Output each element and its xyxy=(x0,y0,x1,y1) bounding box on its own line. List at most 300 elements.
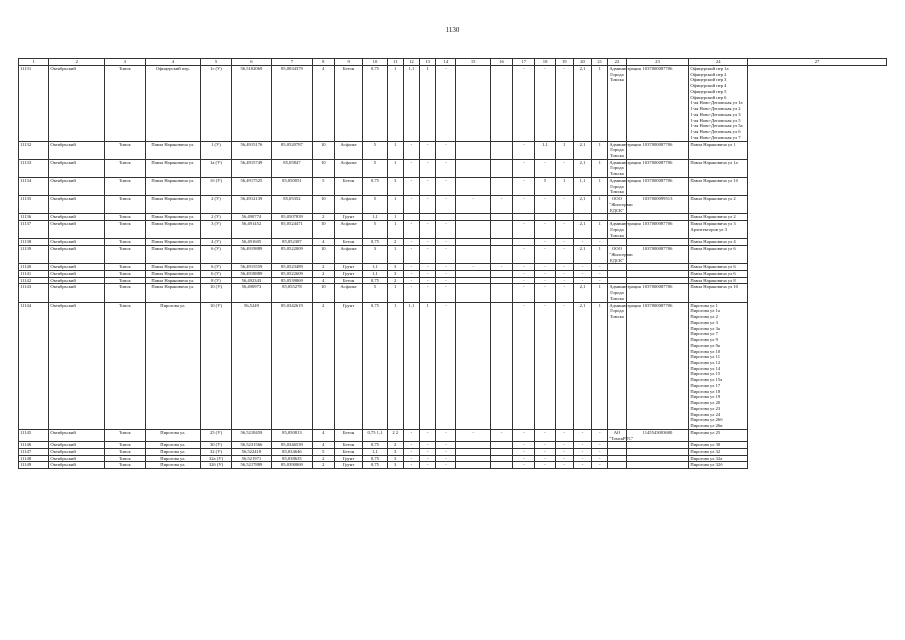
served-addresses-cell xyxy=(689,429,748,441)
register-table xyxy=(18,58,887,469)
column-number-header: 7 xyxy=(272,59,313,66)
capacity-cell: 2 xyxy=(312,264,334,271)
table-row xyxy=(19,159,887,177)
column-number-header: 14 xyxy=(436,59,456,66)
owner-name-cell xyxy=(608,239,626,246)
col14-cell: - xyxy=(436,449,456,456)
volume-cell: - xyxy=(403,239,419,246)
column-number-header: 11 xyxy=(387,59,403,66)
surface-cell: Грунт xyxy=(334,214,362,221)
latitude-cell: 56,4917525 xyxy=(231,177,272,195)
owner-ogrn-cell: 1037000087706 xyxy=(626,284,689,302)
containers-cell: 1 xyxy=(387,159,403,177)
latitude-cell: 56,492343 xyxy=(231,277,272,284)
owner-ogrn-cell: 1145543003680 xyxy=(626,429,689,441)
latitude-cell: 56,4915559 xyxy=(231,264,272,271)
col21-cell: 1 xyxy=(592,66,608,142)
col17-cell: - xyxy=(513,66,535,142)
col14-cell xyxy=(436,214,456,221)
longitude-cell: 85,034646 xyxy=(272,449,313,456)
district-cell: Октябрьский xyxy=(49,239,105,246)
served-address: Павла Нарановича ул 2 xyxy=(690,196,736,202)
longitude-cell: 85,0520787 xyxy=(272,141,313,159)
capacity-cell: 10 xyxy=(312,141,334,159)
served-addresses-cell xyxy=(689,159,748,177)
col17-cell: - xyxy=(513,302,535,429)
count-cell: - xyxy=(420,221,436,239)
city-cell: Томск xyxy=(105,449,146,456)
surface-cell: Грунт xyxy=(334,462,362,469)
served-addresses-cell xyxy=(689,270,748,277)
owner-ogrn-cell: 1037000087706 xyxy=(626,246,689,264)
containers-cell: 3 xyxy=(387,264,403,271)
count-cell: - xyxy=(420,159,436,177)
house-cell: 6 (У) xyxy=(201,264,231,271)
served-address: Пирогова ул 15а xyxy=(690,377,723,383)
capacity-cell: 10 xyxy=(312,159,334,177)
district-cell: Октябрьский xyxy=(49,462,105,469)
latitude-cell: 56,490973 xyxy=(231,284,272,302)
col21-cell: - xyxy=(592,462,608,469)
latitude-cell: 56,5218459 xyxy=(231,429,272,441)
district-cell: Октябрьский xyxy=(49,66,105,142)
table-row xyxy=(19,66,887,142)
table-row xyxy=(19,462,887,469)
house-cell: 25 (У) xyxy=(201,429,231,441)
col18-cell xyxy=(535,214,555,221)
served-address: Пирогова ул 11 xyxy=(690,354,721,360)
col21-cell: 1 xyxy=(592,141,608,159)
column-number-header: 6 xyxy=(231,59,272,66)
city-cell: Томск xyxy=(105,141,146,159)
col16-cell xyxy=(490,177,512,195)
count-cell: - xyxy=(420,442,436,449)
longitude-cell: 85,0034379 xyxy=(272,66,313,142)
col17-cell: - xyxy=(513,141,535,159)
col17-cell: - xyxy=(513,270,535,277)
served-address: Павла Нарановича ул 8 xyxy=(690,277,736,283)
house-cell: 6 (У) xyxy=(201,246,231,264)
served-address: Павла Нарановича ул 4 xyxy=(690,239,736,245)
col21-cell: - xyxy=(592,239,608,246)
col16-cell xyxy=(490,221,512,239)
col14-cell: - xyxy=(436,270,456,277)
owner-name-cell xyxy=(608,270,626,277)
city-cell: Томск xyxy=(105,239,146,246)
containers-cell: 1 xyxy=(387,284,403,302)
street-cell: Пирогова ул. xyxy=(145,442,201,449)
column-number-row xyxy=(19,59,887,66)
surface-cell: Бетон xyxy=(334,429,362,441)
district-cell: Октябрьский xyxy=(49,429,105,441)
col14-cell: - xyxy=(436,302,456,429)
longitude-cell: 85,0522609 xyxy=(272,270,313,277)
record-id-cell: 11142 xyxy=(19,277,49,284)
latitude-cell: 56,490774 xyxy=(231,214,272,221)
owner-name-cell: Администрация Города Томска xyxy=(609,221,641,238)
served-address: 1-ая Ново-Деповская ул 6 xyxy=(690,129,741,135)
surface-cell: Асфальт xyxy=(334,246,362,264)
latitude-cell: 56,4918889 xyxy=(231,270,272,277)
table-row xyxy=(19,442,887,449)
area-cell: 0,75 xyxy=(363,442,387,449)
house-cell: 1г (У) xyxy=(201,66,231,142)
street-cell: Павла Нарановича ул. xyxy=(145,221,201,239)
table-body xyxy=(19,66,887,469)
column-number-header: 23 xyxy=(626,59,689,66)
district-cell: Октябрьский xyxy=(49,302,105,429)
owner-name-cell: Администрация Города Томска xyxy=(609,159,641,177)
area-cell: 1,1 xyxy=(363,264,387,271)
record-id-cell: 11131 xyxy=(19,66,49,142)
served-address: Офицерский пер 3 xyxy=(690,77,727,83)
col18-cell: - xyxy=(535,442,555,449)
served-address: Пирогова ул 14 xyxy=(690,365,721,371)
street-cell: Пирогова ул. xyxy=(145,449,201,456)
street-cell: Павла Нарановича ул. xyxy=(145,284,201,302)
owner-ogrn-cell xyxy=(626,277,689,284)
col17-cell: - xyxy=(513,429,535,441)
col14-cell: - xyxy=(436,264,456,271)
city-cell: Томск xyxy=(105,159,146,177)
served-address: Архитекторов ул 3 xyxy=(690,226,727,232)
col15-cell xyxy=(456,284,490,302)
col19-cell xyxy=(555,214,573,221)
surface-cell: Бетон xyxy=(334,177,362,195)
table-row xyxy=(19,277,887,284)
col18-cell: - xyxy=(535,221,555,239)
count-cell: - xyxy=(420,177,436,195)
owner-name-cell: Администрация Города Томска xyxy=(608,66,626,142)
owner-name-cell: ООО "Жилсервис ЕДСК" xyxy=(609,246,634,263)
served-address: Пирогова ул 9 xyxy=(690,337,718,343)
count-cell: - xyxy=(420,141,436,159)
volume-cell: - xyxy=(403,462,419,469)
containers-cell: 1 xyxy=(387,196,403,214)
column-number-header: 18 xyxy=(535,59,555,66)
served-addresses-cell xyxy=(689,455,748,462)
col18-cell: - xyxy=(535,462,555,469)
city-cell: Томск xyxy=(105,214,146,221)
owner-name-cell: Администрация Города Томска xyxy=(609,141,641,159)
containers-cell: 2 2 xyxy=(387,429,403,441)
col16-cell xyxy=(490,159,512,177)
street-cell: Павла Нарановича ул. xyxy=(145,246,201,264)
owner-ogrn-cell: 1037000087706 xyxy=(626,141,689,159)
street-cell: Пирогова ул. xyxy=(145,302,201,429)
longitude-cell: 85,05847 xyxy=(272,159,313,177)
served-address: Пирогова ул 20 xyxy=(690,400,721,406)
containers-cell: 1 xyxy=(387,221,403,239)
containers-cell: 2 xyxy=(387,277,403,284)
col18-cell: - xyxy=(535,284,555,302)
col16-cell: - xyxy=(490,196,512,214)
owner-name-cell: АО "ТомскРТС" xyxy=(609,429,634,441)
served-addresses-cell xyxy=(689,302,748,429)
count-cell: - xyxy=(420,284,436,302)
house-cell: 1б (У) xyxy=(201,177,231,195)
street-cell: Павла Нарановича ул. xyxy=(145,214,201,221)
area-cell: 5 xyxy=(363,141,387,159)
column-number-header: 1 xyxy=(19,59,49,66)
served-address: Павла Нарановича ул 1б xyxy=(690,177,739,183)
col14-cell: - xyxy=(436,196,456,214)
served-address: 1-ая Ново-Деповская ул 3 xyxy=(690,111,741,117)
containers-cell: 3 xyxy=(387,270,403,277)
count-cell: - xyxy=(420,246,436,264)
district-cell: Октябрьский xyxy=(49,442,105,449)
city-cell: Томск xyxy=(105,442,146,449)
house-cell: 32а (У) xyxy=(201,455,231,462)
col21-cell: - xyxy=(592,429,608,441)
served-addresses-cell xyxy=(689,141,748,159)
column-number-header: 19 xyxy=(555,59,573,66)
city-cell: Томск xyxy=(105,302,146,429)
owner-name-cell: Администрация Города Томска xyxy=(609,177,641,195)
record-id-cell: 11143 xyxy=(19,284,49,302)
longitude-cell: 85,052387 xyxy=(272,239,313,246)
col19-cell: - xyxy=(555,159,573,177)
owner-name-cell xyxy=(608,214,626,221)
col20-cell: - xyxy=(573,429,591,441)
col14-cell: - xyxy=(436,455,456,462)
table-row xyxy=(19,246,887,264)
city-cell: Томск xyxy=(105,264,146,271)
area-cell: 0,75 1,1 xyxy=(363,429,387,441)
district-cell: Октябрьский xyxy=(49,264,105,271)
volume-cell: - xyxy=(403,277,419,284)
col21-cell: 1 xyxy=(592,159,608,177)
col18-cell: - xyxy=(535,270,555,277)
longitude-cell: 85,050813 xyxy=(272,429,313,441)
volume-cell: - xyxy=(403,455,419,462)
col20-cell: 2,1 xyxy=(573,246,591,264)
city-cell: Томск xyxy=(105,221,146,239)
longitude-cell: 85,0342619 xyxy=(272,302,313,429)
col18-cell: 1,1 xyxy=(535,141,555,159)
col21-cell: - xyxy=(592,455,608,462)
owner-name-cell: ООО "Жилсервис ЕДСК" xyxy=(609,196,634,213)
containers-cell: 1 xyxy=(387,141,403,159)
city-cell: Томск xyxy=(105,462,146,469)
col14-cell: - xyxy=(436,429,456,441)
owner-ogrn-cell xyxy=(626,214,689,221)
table-row xyxy=(19,284,887,302)
served-address: Пирогова ул 2 xyxy=(690,314,718,320)
latitude-cell: 56,5249 xyxy=(231,302,272,429)
count-cell: - xyxy=(420,277,436,284)
city-cell: Томск xyxy=(105,177,146,195)
col16-cell xyxy=(490,246,512,264)
containers-cell: 1 xyxy=(387,302,403,429)
street-cell: Павла Нарановича ул. xyxy=(145,159,201,177)
served-addresses-cell xyxy=(689,277,748,284)
col21-cell: - xyxy=(592,442,608,449)
surface-cell: Бетон xyxy=(334,277,362,284)
col17-cell: - xyxy=(513,264,535,271)
served-address: Пирогова ул 12 xyxy=(690,359,721,365)
served-address: Офицерский пер 6 xyxy=(690,94,727,100)
latitude-cell: 56,5217889 xyxy=(231,462,272,469)
col14-cell: - xyxy=(436,66,456,142)
owner-ogrn-cell xyxy=(626,264,689,271)
longitude-cell: 85,05352 xyxy=(272,196,313,214)
served-address: Пирогова ул 26б xyxy=(690,417,723,423)
column-number-header: 22 xyxy=(608,59,626,66)
city-cell: Томск xyxy=(105,246,146,264)
col19-cell: - xyxy=(555,277,573,284)
col16-cell: - xyxy=(490,264,512,271)
col16-cell xyxy=(490,302,512,429)
served-addresses-cell xyxy=(689,66,748,142)
longitude-cell: 85,050051 xyxy=(272,177,313,195)
record-id-cell: 11145 xyxy=(19,429,49,441)
col17-cell: - xyxy=(513,284,535,302)
col21-cell: 1 xyxy=(592,221,608,239)
served-address: Павла Нарановича ул 2 xyxy=(690,214,736,220)
house-cell: 10 (У) xyxy=(201,284,231,302)
col19-cell: - xyxy=(555,442,573,449)
record-id-cell: 11140 xyxy=(19,264,49,271)
served-addresses-cell xyxy=(689,264,748,271)
owner-name-cell xyxy=(608,442,626,449)
col17-cell xyxy=(513,214,535,221)
street-cell: Павла Нарановича ул. xyxy=(145,264,201,271)
col14-cell: - xyxy=(436,239,456,246)
col15-cell xyxy=(456,177,490,195)
volume-cell: - xyxy=(403,442,419,449)
served-address: Пирогова ул 15 xyxy=(690,371,721,377)
owner-ogrn-cell: 1037000099513 xyxy=(626,196,689,214)
area-cell: 5 xyxy=(363,221,387,239)
table-row xyxy=(19,429,887,441)
area-cell: 1,1 xyxy=(363,270,387,277)
district-cell: Октябрьский xyxy=(49,246,105,264)
owner-name-cell xyxy=(608,449,626,456)
col14-cell: - xyxy=(436,277,456,284)
col20-cell: 2,1 xyxy=(573,221,591,239)
served-address: Пирогова ул 3а xyxy=(690,325,720,331)
col18-cell: - xyxy=(535,449,555,456)
col20-cell: 2,1 xyxy=(573,284,591,302)
served-addresses-cell xyxy=(689,442,748,449)
owner-ogrn-cell xyxy=(626,455,689,462)
col16-cell xyxy=(490,462,512,469)
col20-cell: 2,1 xyxy=(573,66,591,142)
col19-cell: - xyxy=(555,284,573,302)
surface-cell: Асфальт xyxy=(334,159,362,177)
col18-cell: - xyxy=(535,264,555,271)
col15-cell xyxy=(456,159,490,177)
col20-cell xyxy=(573,214,591,221)
record-id-cell: 11137 xyxy=(19,221,49,239)
col19-cell: 1 xyxy=(555,141,573,159)
col15-cell: - xyxy=(456,264,490,271)
served-addresses-cell xyxy=(689,449,748,456)
col14-cell: - xyxy=(436,284,456,302)
col14-cell: - xyxy=(436,246,456,264)
area-cell: 3 xyxy=(363,246,387,264)
city-cell: Томск xyxy=(105,284,146,302)
col19-cell: - xyxy=(555,196,573,214)
column-number-header: 16 xyxy=(490,59,512,66)
city-cell: Томск xyxy=(105,66,146,142)
record-id-cell: 11141 xyxy=(19,270,49,277)
area-cell: 0,75 xyxy=(363,177,387,195)
column-number-header: 12 xyxy=(403,59,419,66)
capacity-cell: 10 xyxy=(312,196,334,214)
col18-cell: - xyxy=(535,196,555,214)
area-cell: 0,75 xyxy=(363,302,387,429)
col17-cell: - xyxy=(513,196,535,214)
surface-cell: Бетон xyxy=(334,442,362,449)
col16-cell xyxy=(490,270,512,277)
col17-cell: - xyxy=(513,442,535,449)
col15-cell xyxy=(456,246,490,264)
capacity-cell: 4 xyxy=(312,66,334,142)
street-cell: Павла Нарановича ул. xyxy=(145,141,201,159)
longitude-cell: 85,0523489 xyxy=(272,264,313,271)
city-cell: Томск xyxy=(105,429,146,441)
served-address: Павла Нарановича ул 6 xyxy=(690,270,736,276)
col16-cell: - xyxy=(490,429,512,441)
col19-cell: - xyxy=(555,462,573,469)
col14-cell: - xyxy=(436,177,456,195)
owner-name-cell xyxy=(608,277,626,284)
col15-cell: - xyxy=(456,196,490,214)
volume-cell: - xyxy=(403,221,419,239)
col20-cell: 2,1 xyxy=(573,141,591,159)
col15-cell xyxy=(456,239,490,246)
capacity-cell: 10 xyxy=(312,221,334,239)
house-cell: 2 (У) xyxy=(201,214,231,221)
col18-cell: - xyxy=(535,246,555,264)
capacity-cell: 5 xyxy=(312,177,334,195)
served-address: Пирогова ул 9а xyxy=(690,342,720,348)
area-cell: 0,75 xyxy=(363,455,387,462)
served-address: Пирогова ул 32а xyxy=(690,455,723,461)
house-cell: 1а (У) xyxy=(201,159,231,177)
volume-cell: - xyxy=(403,159,419,177)
volume-cell: - xyxy=(403,284,419,302)
column-number-header: 10 xyxy=(363,59,387,66)
record-id-cell: 11146 xyxy=(19,442,49,449)
col21-cell: 1 xyxy=(592,246,608,264)
street-cell: Павла Нарановича ул. xyxy=(145,196,201,214)
district-cell: Октябрьский xyxy=(49,449,105,456)
served-address: 1-ая Ново-Деповская ул 7 xyxy=(690,134,741,140)
street-cell: Павла Нарановича ул. xyxy=(145,177,201,195)
longitude-cell: 85,0524471 xyxy=(272,221,313,239)
col17-cell: - xyxy=(513,221,535,239)
containers-cell: 2 xyxy=(387,442,403,449)
col19-cell: - xyxy=(555,264,573,271)
served-addresses-cell xyxy=(689,196,748,214)
served-address: Пирогова ул 19 xyxy=(690,394,721,400)
table-row xyxy=(19,214,887,221)
record-id-cell: 11135 xyxy=(19,196,49,214)
served-addresses-cell xyxy=(689,214,748,221)
latitude-cell: 56,5102069 xyxy=(231,66,272,142)
col19-cell: - xyxy=(555,455,573,462)
col18-cell: 5 xyxy=(535,177,555,195)
served-address: Пирогова ул 30 xyxy=(690,442,721,448)
house-cell: 4 (У) xyxy=(201,239,231,246)
page-number: 1130 xyxy=(445,26,460,34)
longitude-cell: 85,0539869 xyxy=(272,277,313,284)
capacity-cell: 2 xyxy=(312,302,334,429)
owner-ogrn-cell xyxy=(626,449,689,456)
